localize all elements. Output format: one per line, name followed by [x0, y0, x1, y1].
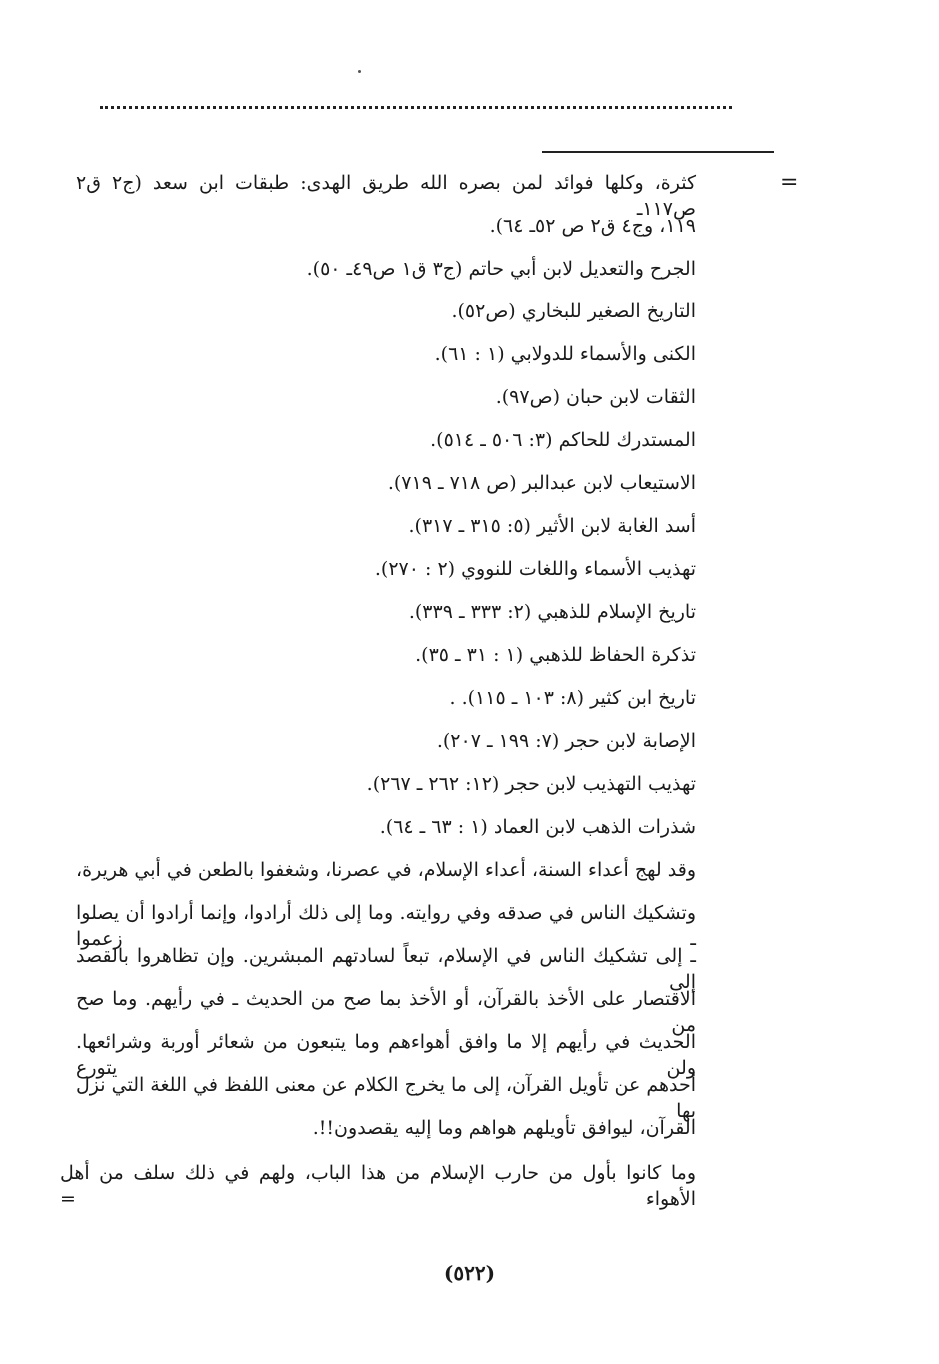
body-text-line: وقد لهج أعداء السنة، أعداء الإسلام، في عصرنا، وشغفوا بالطعن في أبي هريرة، — [76, 859, 696, 881]
footnote-reference: تاريخ الإسلام للذهبي (٢: ٣٣٣ ـ ٣٣٩). — [408, 601, 696, 623]
footnote-continuation-mark: = — [780, 170, 799, 195]
footnote-reference: التاريخ الصغير للبخاري (ص٥٢). — [451, 300, 696, 322]
body-text-line: الحديث في رأيهم إلا ما وافق أهواءهم وما يتبعون من شعائر أوربة وشرائعها. ولن يتورع — [76, 1031, 696, 1079]
footnote-reference: الاستيعاب لابن عبدالبر (ص ٧١٨ ـ ٧١٩). — [387, 472, 696, 494]
footnote-first-line: كثرة، وكلها فوائد لمن بصره الله طريق الهدى: طبقات ابن سعد (ج٢ ق٢ ص١١٧ـ — [76, 172, 697, 220]
footnote-reference: المستدرك للحاكم (٣: ٥٠٦ ـ ٥١٤). — [430, 429, 696, 451]
footnote-reference: الكنى والأسماء للدولابي (١ : ٦١). — [434, 343, 696, 365]
footnote-reference: تذكرة الحفاظ للذهبي (١ : ٣١ ـ ٣٥). — [415, 644, 696, 666]
footnote-reference: الإصابة لابن حجر (٧: ١٩٩ ـ ٢٠٧). — [436, 730, 696, 752]
body-text-line: ـ إلى تشكيك الناس في الإسلام، تبعاً لسادتهم المبشرين. وإن تظاهروا بالقصد إلى — [76, 945, 696, 993]
body-text-line: وما كانوا بأول من حارب الإسلام من هذا الباب، ولهم في ذلك سلف من أهل الأهواء = — [60, 1162, 696, 1210]
footnote-reference: الثقات لابن حبان (ص٩٧). — [495, 386, 696, 408]
body-text-line: الاقتصار على الأخذ بالقرآن، أو الأخذ بما صح من الحديث ـ في رأيهم. وما صح من — [76, 988, 696, 1036]
footnote-separator-rule — [542, 151, 774, 153]
footnote-reference: الجرح والتعديل لابن أبي حاتم (ج٣ ق١ ص٤٩ـ ٥٠). — [306, 258, 696, 280]
stray-dot-mark — [358, 70, 361, 73]
footnote-reference: شذرات الذهب لابن العماد (١ : ٦٣ ـ ٦٤). — [379, 816, 696, 838]
footnote-reference: تاريخ ابن كثير (٨: ١٠٣ ـ ١١٥). . — [449, 687, 696, 709]
header-dotted-rule — [100, 106, 732, 109]
footnote-reference: أسد الغابة لابن الأثير (٥: ٣١٥ ـ ٣١٧). — [408, 515, 696, 537]
footnote-reference: تهذيب الأسماء واللغات للنووي (٢ : ٢٧٠). — [374, 558, 696, 580]
body-text-line: وتشكيك الناس في صدقه وفي روايته. وما إلى ذلك أرادوا، وإنما أرادوا أن يصلوا ـ زعموا — [76, 902, 696, 950]
body-text-line: أحدهم عن تأويل القرآن، إلى ما يخرج الكلام عن معنى اللفظ في اللغة التي نزل بها — [76, 1074, 696, 1122]
body-text-line: القرآن، ليوافق تأويلهم هواهم وما إليه يقصدون!!. — [312, 1117, 696, 1139]
footnote-reference: تهذيب التهذيب لابن حجر (١٢: ٢٦٢ ـ ٢٦٧). — [366, 773, 696, 795]
page-number: (٥٢٢) — [443, 1261, 496, 1285]
footnote-line: ١١٩، وج٤ ق٢ ص ٥٢ـ ٦٤). — [489, 215, 696, 237]
